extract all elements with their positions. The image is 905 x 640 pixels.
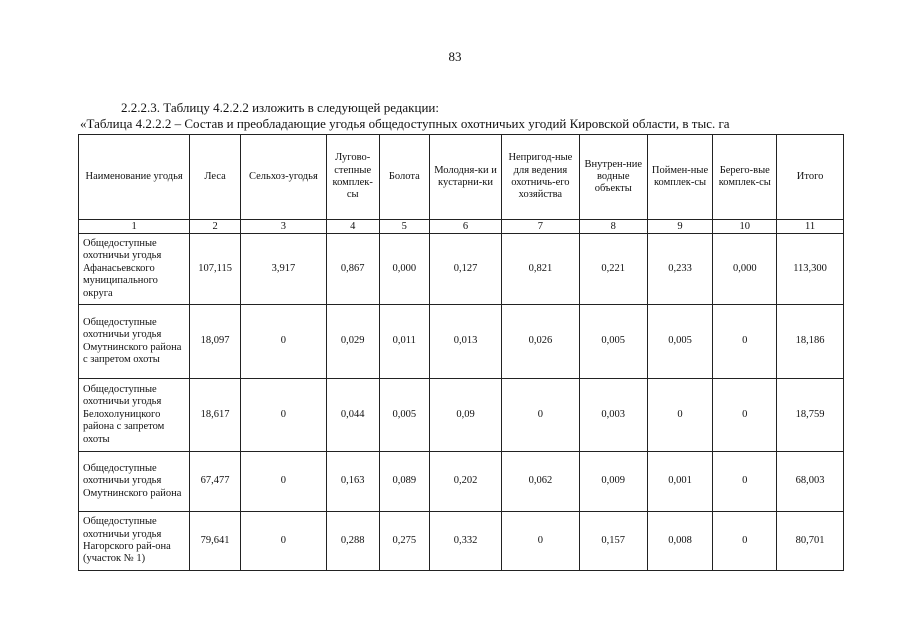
- value-cell: 0,202: [430, 452, 502, 512]
- header-cell: Сельхоз-угодья: [240, 135, 326, 220]
- value-cell: 18,097: [190, 305, 241, 379]
- value-cell: 0,001: [647, 452, 713, 512]
- header-cell: Берего-вые комплек-сы: [713, 135, 777, 220]
- value-cell: 0,026: [501, 305, 579, 379]
- header-cell: Наименование угодья: [79, 135, 190, 220]
- value-cell: 0,003: [579, 379, 647, 452]
- value-cell: 79,641: [190, 512, 241, 571]
- value-cell: 0,009: [579, 452, 647, 512]
- value-cell: 0,029: [326, 305, 379, 379]
- value-cell: 0,089: [379, 452, 430, 512]
- total-cell: 80,701: [777, 512, 844, 571]
- total-cell: 68,003: [777, 452, 844, 512]
- value-cell: 107,115: [190, 234, 241, 305]
- column-number: 1: [79, 220, 190, 234]
- value-cell: 18,617: [190, 379, 241, 452]
- hunting-grounds-table: [78, 134, 844, 571]
- value-cell: 67,477: [190, 452, 241, 512]
- value-cell: 0,011: [379, 305, 430, 379]
- value-cell: 3,917: [240, 234, 326, 305]
- page-number: 83: [448, 49, 462, 64]
- value-cell: 0,821: [501, 234, 579, 305]
- value-cell: 0,275: [379, 512, 430, 571]
- value-cell: 0,062: [501, 452, 579, 512]
- value-cell: 0: [240, 379, 326, 452]
- row-name-cell: Общедоступные охотничьи угодья Нагорского рай-она (участок № 1): [79, 512, 190, 571]
- column-number: 11: [777, 220, 844, 234]
- value-cell: 0: [501, 379, 579, 452]
- table-row: [79, 379, 844, 452]
- value-cell: 0,221: [579, 234, 647, 305]
- total-cell: 18,759: [777, 379, 844, 452]
- intro-paragraph: 2.2.2.3. Таблицу 4.2.2.2 изложить в следующей редакции:: [121, 100, 439, 115]
- header-cell: Непригод-ные для ведения охотничь-его хозяйства: [501, 135, 579, 220]
- value-cell: 0,005: [579, 305, 647, 379]
- row-name-cell: Общедоступные охотничьи угодья Афанасьевского муниципального округа: [79, 234, 190, 305]
- column-number: 5: [379, 220, 430, 234]
- value-cell: 0: [713, 379, 777, 452]
- value-cell: 0: [713, 305, 777, 379]
- value-cell: 0,000: [713, 234, 777, 305]
- value-cell: 0,332: [430, 512, 502, 571]
- value-cell: 0,005: [379, 379, 430, 452]
- row-name-cell: Общедоступные охотничьи угодья Белохолуницкого района с запретом охоты: [79, 379, 190, 452]
- table-row: [79, 305, 844, 379]
- column-number: 2: [190, 220, 241, 234]
- total-cell: 113,300: [777, 234, 844, 305]
- table-row: [79, 234, 844, 305]
- value-cell: 0,157: [579, 512, 647, 571]
- value-cell: 0,013: [430, 305, 502, 379]
- column-number: 10: [713, 220, 777, 234]
- column-number: 6: [430, 220, 502, 234]
- column-number: 3: [240, 220, 326, 234]
- header-row: [79, 135, 844, 220]
- value-cell: 0,288: [326, 512, 379, 571]
- row-name-cell: Общедоступные охотничьи угодья Омутнинского района с запретом охоты: [79, 305, 190, 379]
- header-cell: Итого: [777, 135, 844, 220]
- header-cell: Внутрен-ние водные объекты: [579, 135, 647, 220]
- column-number: 9: [647, 220, 713, 234]
- value-cell: 0,163: [326, 452, 379, 512]
- header-cell: Молодня-ки и кустарни-ки: [430, 135, 502, 220]
- value-cell: 0,008: [647, 512, 713, 571]
- column-number: 8: [579, 220, 647, 234]
- header-cell: Лугово-степные комплек-сы: [326, 135, 379, 220]
- column-number-row: [79, 220, 844, 234]
- column-number: 7: [501, 220, 579, 234]
- value-cell: 0,09: [430, 379, 502, 452]
- value-cell: 0: [501, 512, 579, 571]
- value-cell: 0: [713, 512, 777, 571]
- value-cell: 0,127: [430, 234, 502, 305]
- value-cell: 0,233: [647, 234, 713, 305]
- total-cell: 18,186: [777, 305, 844, 379]
- header-cell: Леса: [190, 135, 241, 220]
- row-name-cell: Общедоступные охотничьи угодья Омутнинского района: [79, 452, 190, 512]
- value-cell: 0: [240, 452, 326, 512]
- value-cell: 0,005: [647, 305, 713, 379]
- table-caption: «Таблица 4.2.2.2 – Состав и преобладающие угодья общедоступных охотничьих угодий Кировской области, в тыс. га: [80, 116, 730, 131]
- value-cell: 0,867: [326, 234, 379, 305]
- value-cell: 0,044: [326, 379, 379, 452]
- header-cell: Поймен-ные комплек-сы: [647, 135, 713, 220]
- header-cell: Болота: [379, 135, 430, 220]
- table-row: [79, 512, 844, 571]
- value-cell: 0: [240, 305, 326, 379]
- table-row: [79, 452, 844, 512]
- value-cell: 0: [647, 379, 713, 452]
- value-cell: 0: [240, 512, 326, 571]
- value-cell: 0,000: [379, 234, 430, 305]
- value-cell: 0: [713, 452, 777, 512]
- column-number: 4: [326, 220, 379, 234]
